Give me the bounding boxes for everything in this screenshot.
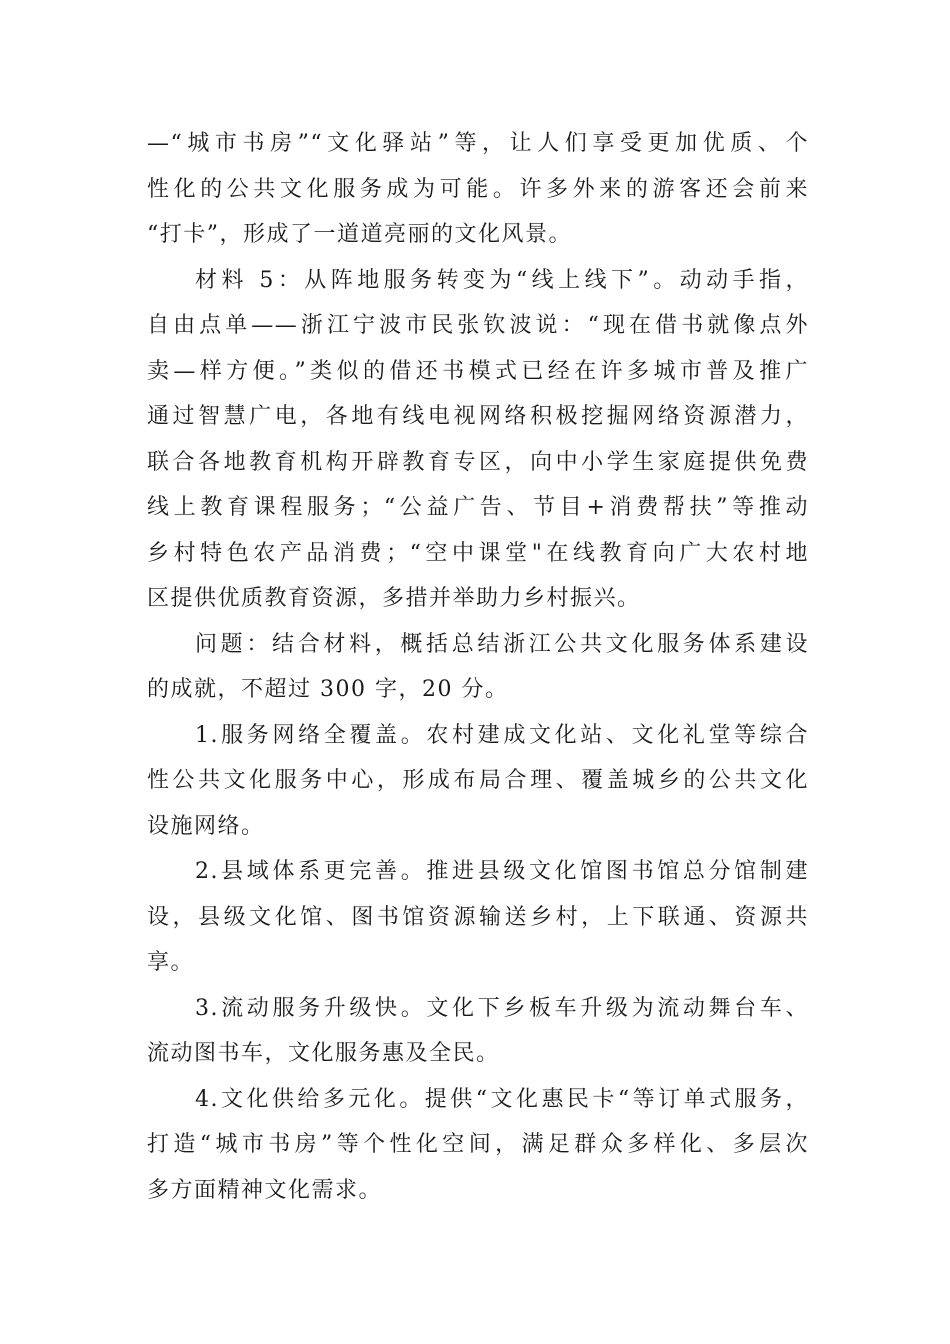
text-line: 线上教育课程服务；“公益广告、节目+消费帮扶”等推动 — [147, 495, 809, 520]
text-line: 设，县级文化馆、图书馆资源输送乡村，上下联通、资源共 — [147, 904, 809, 930]
text-line: 1.服务网络全覆盖。农村建成文化站、文化礼堂等综合 — [195, 722, 809, 748]
document-body — [147, 121, 809, 1213]
paragraph-answer-2 — [147, 849, 809, 986]
text-line: 问题：结合材料，概括总结浙江公共文化服务体系建设 — [195, 631, 809, 657]
text-line: 联合各地教育机构开辟教育专区，向中小学生家庭提供免费 — [147, 449, 809, 475]
text-line: 性化的公共文化服务成为可能。许多外来的游客还会前来 — [147, 176, 809, 202]
paragraph-answer-4 — [147, 1077, 809, 1214]
paragraph-material-5 — [147, 258, 809, 622]
text-line: 自由点单——浙江宁波市民张钦波说：“现在借书就像点外 — [147, 313, 809, 338]
text-line: 流动图书车，文化服务惠及全民。 — [147, 1041, 500, 1066]
text-line: “打卡”，形成了一道道亮丽的文化风景。 — [147, 222, 572, 247]
text-line: 的成就，不超过 300 字，20 分。 — [147, 677, 509, 702]
text-line: —“城市书房”“文化驿站”等，让人们享受更加优质、个 — [147, 131, 809, 156]
text-line: 设施网络。 — [147, 813, 265, 839]
paragraph-answer-3 — [147, 986, 809, 1077]
paragraph-answer-1 — [147, 713, 809, 850]
paragraph-question — [147, 622, 809, 713]
text-line: 打造“城市书房”等个性化空间，满足群众多样化、多层次 — [147, 1132, 809, 1157]
text-line: 3.流动服务升级快。文化下乡板车升级为流动舞台车、 — [195, 995, 809, 1021]
text-line: 卖—样方便。”类似的借还书模式已经在许多城市普及推广 — [147, 358, 809, 384]
text-line: 性公共文化服务中心，形成布局合理、覆盖城乡的公共文化 — [147, 768, 809, 793]
text-line: 享。 — [147, 950, 195, 975]
text-line: 乡村特色农产品消费；“空中课堂"在线教育向广大农村地 — [147, 540, 809, 566]
paragraph-continuation — [147, 121, 809, 258]
text-line: 通过智慧广电，各地有线电视网络积极挖掘网络资源潜力， — [147, 404, 809, 429]
text-line: 多方面精神文化需求。 — [147, 1177, 383, 1203]
text-line: 材料 5：从阵地服务转变为“线上线下”。动动手指， — [195, 267, 809, 293]
text-line: 区提供优质教育资源，多措并举助力乡村振兴。 — [147, 586, 641, 611]
text-line: 4.文化供给多元化。提供“文化惠民卡“等订单式服务， — [195, 1086, 809, 1112]
text-line: 2.县域体系更完善。推进县级文化馆图书馆总分馆制建 — [195, 859, 809, 884]
